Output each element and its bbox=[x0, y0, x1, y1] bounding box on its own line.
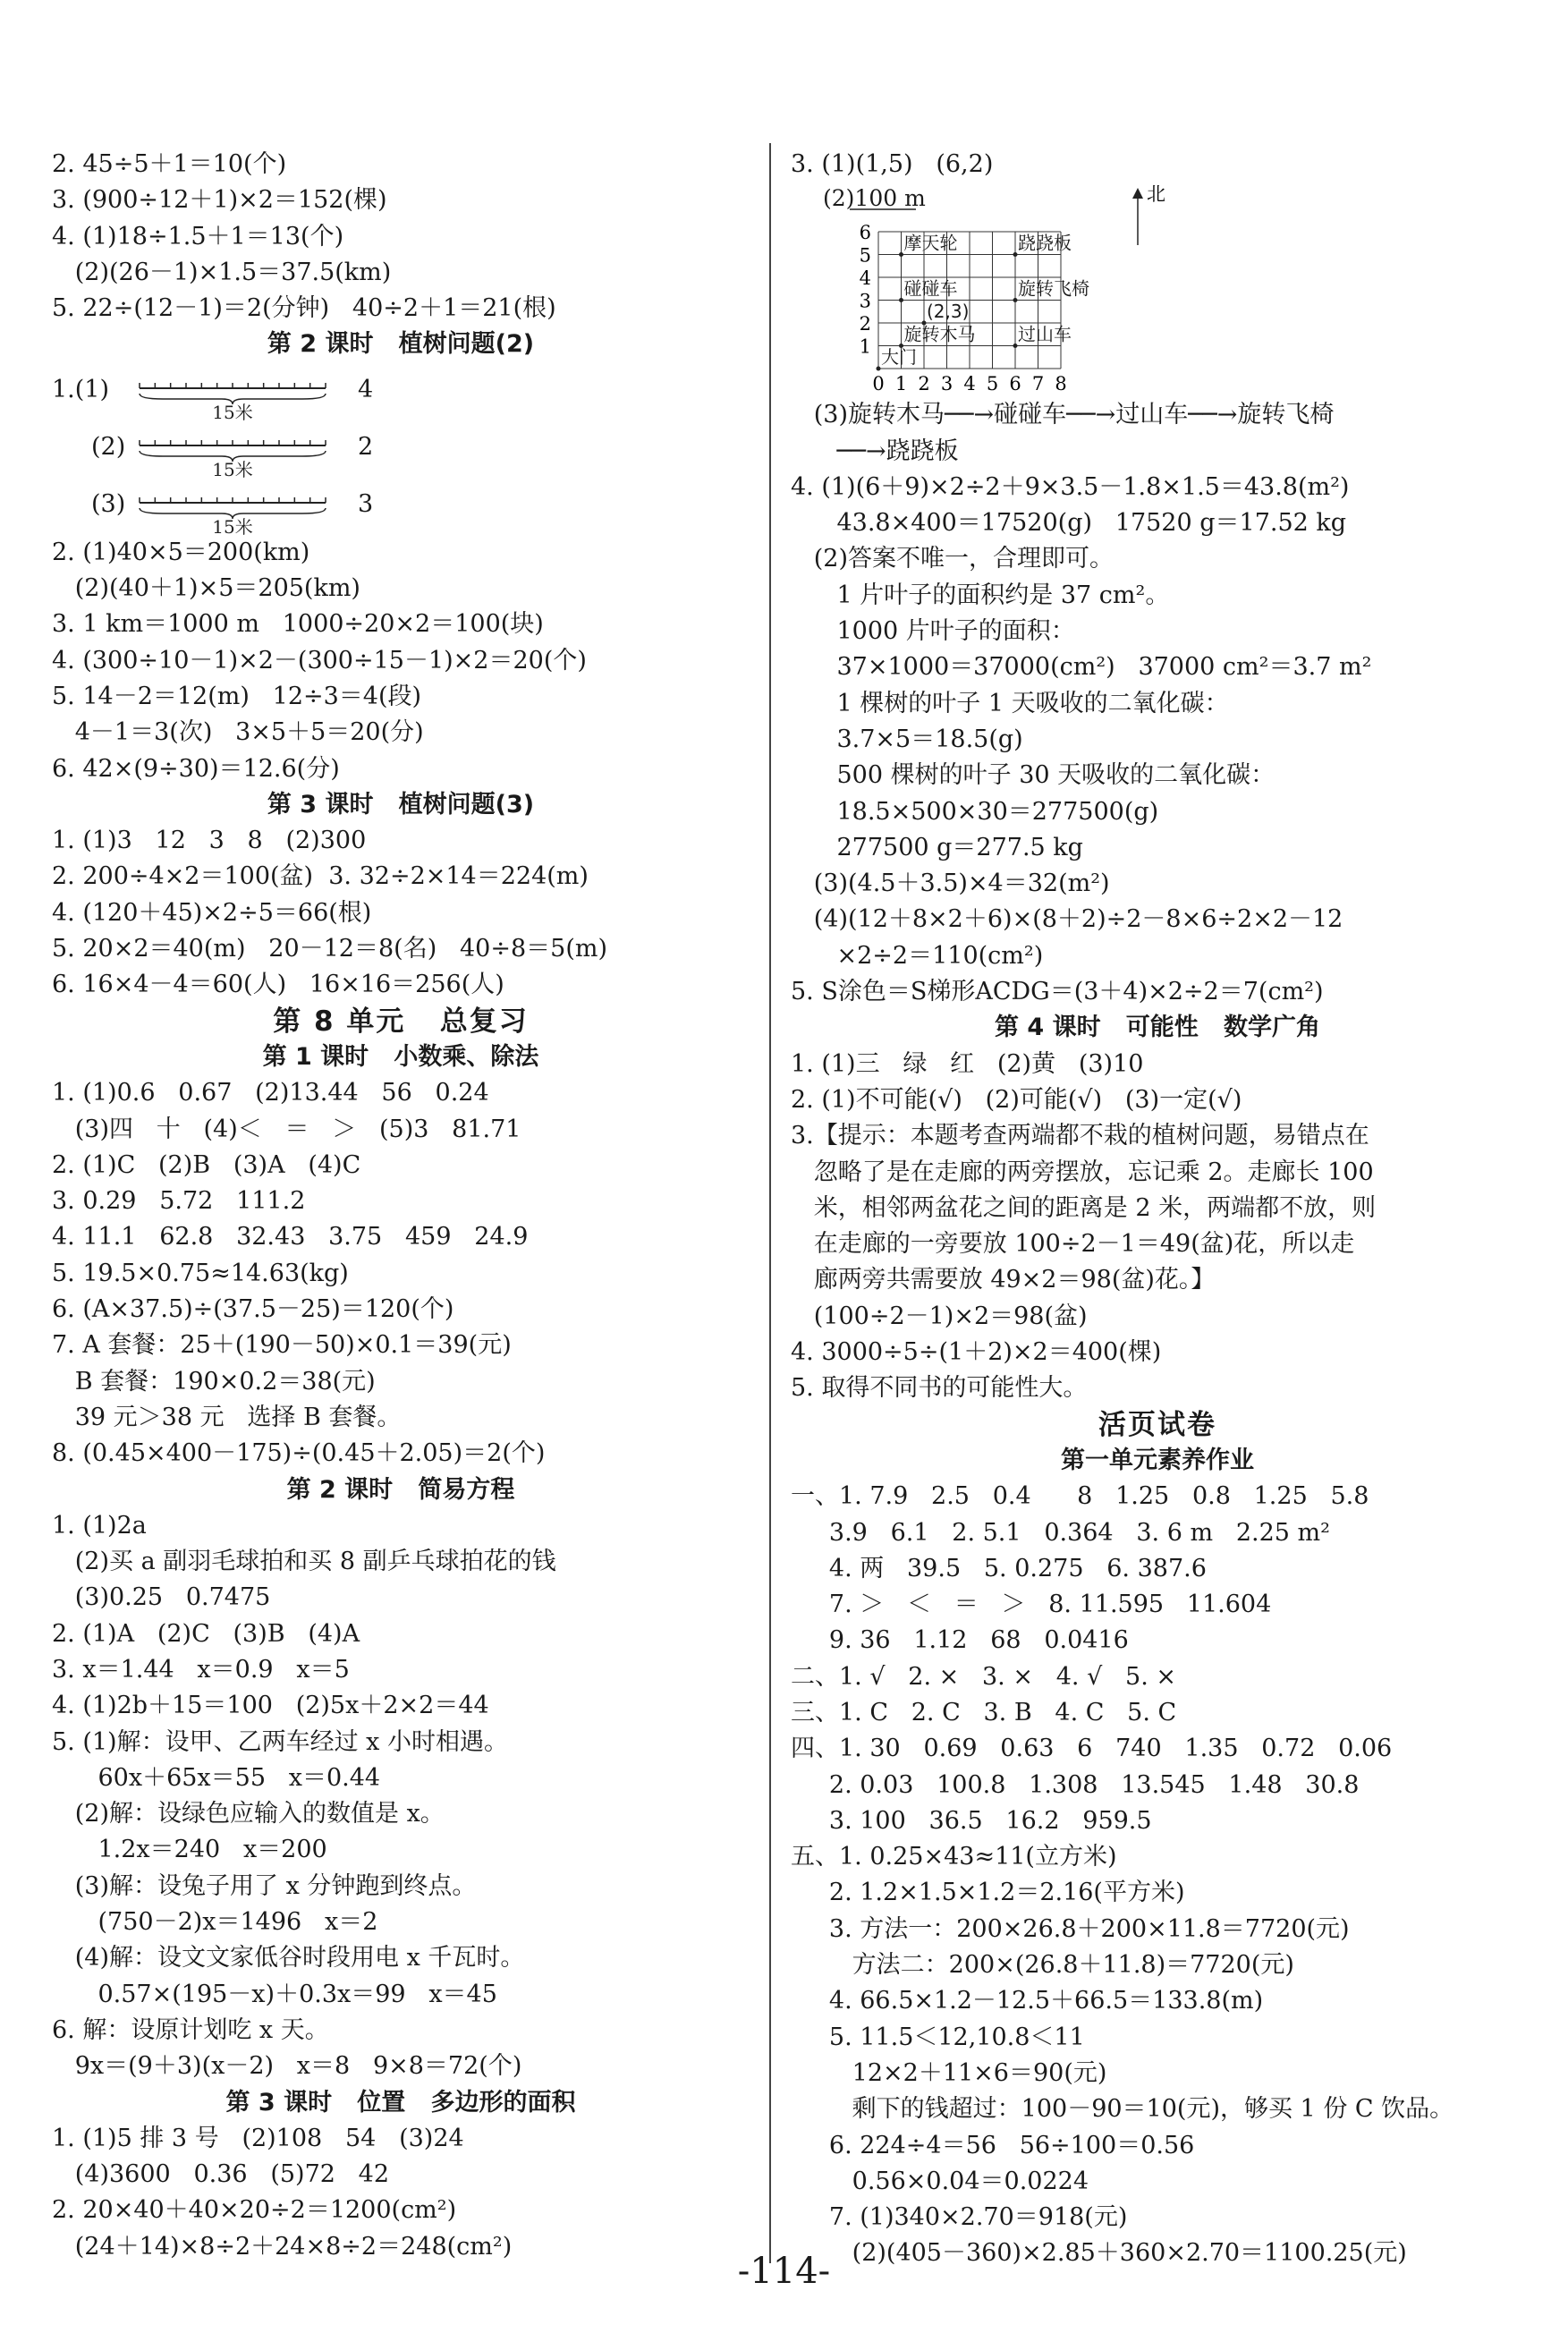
answer-line: 1. (1)5 排 3 号 (2)108 54 (3)24 bbox=[52, 2124, 464, 2152]
answer-line: 3. 1 km＝1000 m 1000÷20×2＝100(块) bbox=[52, 610, 544, 639]
answer-line: 剩下的钱超过：100－90＝10(元)，够买 1 份 C 饮品。 bbox=[791, 2095, 1454, 2124]
answer-line: 5. (1)解：设甲、乙两车经过 x 小时相遇。 bbox=[52, 1727, 508, 1756]
place-dot bbox=[1013, 298, 1018, 302]
answer-line: 9x＝(9＋3)(x－2) x＝8 9×8＝72(个) bbox=[52, 2052, 522, 2081]
answer-line: (4)解：设文文家低谷时段用电 x 千瓦时。 bbox=[52, 1944, 525, 1972]
place-label: 旋转飞椅 bbox=[1018, 277, 1089, 300]
answer-line: 4. 两 39.5 5. 0.275 6. 387.6 bbox=[791, 1554, 1207, 1582]
answer-line: 1. (1)3 12 3 8 (2)300 bbox=[52, 827, 367, 855]
answer-line: 5. 11.5＜12,10.8＜11 bbox=[791, 2023, 1085, 2051]
y-tick-label: 3 bbox=[859, 290, 871, 312]
answer-line: 三、1. C 2. C 3. B 4. C 5. C bbox=[791, 1698, 1177, 1726]
answer-line: 3.【提示：本题考查两端都不栽的植树问题，易错点在 bbox=[791, 1122, 1369, 1150]
answer-line: 3.9 6.1 2. 5.1 0.364 3. 6 m 2.25 m² bbox=[791, 1518, 1330, 1547]
answer-line: (3)0.25 0.7475 bbox=[52, 1583, 271, 1612]
unit-title: 第 8 单元 总复习 bbox=[273, 1005, 529, 1038]
answer-line: 0.57×(195－x)＋0.3x＝99 x＝45 bbox=[52, 1980, 497, 2008]
grid-map-svg bbox=[823, 182, 1199, 397]
lesson-title: 第 1 课时 小数乘、除法 bbox=[262, 1042, 539, 1071]
tree-measure-label: 15米 bbox=[212, 401, 253, 420]
answer-line: 7. (1)340×2.70＝918(元) bbox=[791, 2203, 1128, 2232]
answer-line: 3. 100 36.5 16.2 959.5 bbox=[791, 1806, 1152, 1835]
x-tick-label: 1 bbox=[894, 373, 908, 395]
answer-line: ×2÷2＝110(cm²) bbox=[791, 941, 1044, 970]
answer-line: 4. 66.5×1.2－12.5＋66.5＝133.8(m) bbox=[791, 1987, 1264, 2015]
y-tick-label: 1 bbox=[859, 335, 871, 358]
x-tick-label: 7 bbox=[1031, 373, 1045, 395]
tree-diagram-answer: 2 bbox=[358, 432, 374, 461]
test-title: 活页试卷 bbox=[1098, 1408, 1216, 1441]
y-tick-label: 4 bbox=[859, 267, 871, 290]
answer-line: 2. (1)C (2)B (3)A (4)C bbox=[52, 1150, 361, 1179]
answer-line: 四、1. 30 0.69 0.63 6 740 1.35 0.72 0.06 bbox=[791, 1735, 1393, 1763]
right-column bbox=[791, 147, 1524, 2272]
answer-line: B 套餐：190×0.2＝38(元) bbox=[52, 1367, 376, 1396]
x-tick-label: 4 bbox=[963, 373, 976, 395]
answer-line: 1. (1)0.6 0.67 (2)13.44 56 0.24 bbox=[52, 1079, 489, 1107]
answer-line: 1 棵树的叶子 1 天吸收的二氧化碳： bbox=[791, 689, 1229, 717]
answers-block bbox=[791, 397, 1524, 1010]
answer-line: 277500 g＝277.5 kg bbox=[791, 833, 1083, 861]
answer-line: 18.5×500×30＝277500(g) bbox=[791, 797, 1159, 826]
answer-line: (24＋14)×8÷2＋24×8÷2＝248(cm²) bbox=[52, 2232, 513, 2261]
answer-line: 6. 解：设原计划吃 x 天。 bbox=[52, 2015, 329, 2044]
answer-line: 12×2＋11×6＝90(元) bbox=[791, 2058, 1107, 2087]
answer-line: 2. (1)A (2)C (3)B (4)A bbox=[52, 1619, 360, 1648]
tree-diagram-answer: 4 bbox=[358, 375, 374, 403]
answer-line: 2. 200÷4×2＝100(盆) 3. 32÷2×14＝224(m) bbox=[52, 862, 589, 891]
answer-line: (3)(4.5＋3.5)×4＝32(m²) bbox=[791, 870, 1110, 898]
answer-line: 4. 11.1 62.8 32.43 3.75 459 24.9 bbox=[52, 1223, 529, 1251]
answer-line: 1000 片叶子的面积： bbox=[791, 617, 1075, 646]
test-unit-title: 第一单元素养作业 bbox=[1061, 1446, 1254, 1474]
answer-line: (4)(12＋8×2＋6)×(8＋2)÷2－8×6÷2×2－12 bbox=[791, 905, 1343, 934]
lesson-title: 第 2 课时 简易方程 bbox=[286, 1475, 515, 1504]
answer-line: 忽略了是在走廊的两旁摆放，忘记乘 2。走廊长 100 bbox=[791, 1158, 1374, 1186]
lesson-title: 第 4 课时 可能性 数学广角 bbox=[995, 1014, 1320, 1042]
place-dot bbox=[899, 252, 903, 257]
answer-line: 4－1＝3(次) 3×5＋5＝20(分) bbox=[52, 718, 424, 747]
place-label: (2,3) bbox=[927, 301, 970, 323]
answer-line: 1 片叶子的面积约是 37 cm²。 bbox=[791, 581, 1170, 609]
tree-measure-label: 15米 bbox=[212, 515, 253, 535]
place-dot bbox=[1013, 344, 1018, 348]
answers-block bbox=[52, 1508, 750, 2085]
answer-line: 3. x＝1.44 x＝0.9 x＝5 bbox=[52, 1655, 350, 1684]
answer-line: 米，相邻两盆花之间的距离是 2 米，两端都不放，则 bbox=[791, 1193, 1377, 1222]
answer-line: 一、1. 7.9 2.5 0.4 8 1.25 0.8 1.25 5.8 bbox=[791, 1482, 1369, 1511]
place-dot bbox=[899, 298, 903, 302]
answer-line: 方法二：200×(26.8＋11.8)＝7720(元) bbox=[791, 1951, 1294, 1980]
place-dot bbox=[877, 367, 881, 371]
answer-line: (100÷2－1)×2＝98(盆) bbox=[791, 1302, 1088, 1330]
lesson-title: 第 3 课时 植树问题(3) bbox=[267, 790, 535, 819]
north-label: 北 bbox=[1147, 183, 1165, 206]
tree-line-svg bbox=[136, 424, 333, 478]
answer-line: 1. (1)2a bbox=[52, 1511, 147, 1540]
answer-line: 4. (1)2b＋15＝100 (2)5x＋2×2＝44 bbox=[52, 1692, 489, 1720]
tree-diagrams bbox=[52, 363, 750, 535]
page-number: -114- bbox=[737, 2251, 831, 2292]
answer-line: 5. 14－2＝12(m) 12÷3＝4(段) bbox=[52, 682, 422, 710]
answer-line: (4)3600 0.36 (5)72 42 bbox=[52, 2160, 390, 2189]
answers-block bbox=[52, 2121, 750, 2265]
answer-line: 6. 42×(9÷30)＝12.6(分) bbox=[52, 754, 340, 783]
answer-line: (2)(26－1)×1.5＝37.5(km) bbox=[52, 258, 392, 286]
answer-line: 5. 19.5×0.75≈14.63(kg) bbox=[52, 1259, 349, 1287]
place-label: 过山车 bbox=[1018, 323, 1072, 345]
answer-line: 3. 0.29 5.72 111.2 bbox=[52, 1187, 306, 1216]
y-tick-label: 2 bbox=[859, 313, 871, 335]
answer-line: 5. S涂色＝S梯形ACDG＝(3＋4)×2÷2＝7(cm²) bbox=[791, 978, 1324, 1006]
answers-block bbox=[52, 823, 750, 1003]
answer-line: (3)旋转木马──→碰碰车──→过山车──→旋转飞椅 bbox=[791, 401, 1335, 429]
answer-line: (2)(40＋1)×5＝205(km) bbox=[52, 574, 360, 603]
answer-line: 2. (1)40×5＝200(km) bbox=[52, 538, 310, 566]
answer-line: 3.7×5＝18.5(g) bbox=[791, 725, 1023, 753]
answer-line: 37×1000＝37000(cm²) 37000 cm²＝3.7 m² bbox=[791, 653, 1372, 682]
answer-line: 2. (1)不可能(√) (2)可能(√) (3)一定(√) bbox=[791, 1085, 1242, 1114]
place-label: 大门 bbox=[881, 346, 917, 369]
answer-line: 4. (300÷10－1)×2－(300÷15－1)×2＝20(个) bbox=[52, 646, 587, 674]
x-tick-label: 5 bbox=[986, 373, 999, 395]
place-dot bbox=[1013, 252, 1018, 257]
answer-line: (2)答案不唯一，合理即可。 bbox=[791, 545, 1114, 573]
answer-line: 2. 45÷5＋1＝10(个) bbox=[52, 150, 287, 178]
answer-line: 8. (0.45×400－175)÷(0.45＋2.05)＝2(个) bbox=[52, 1439, 546, 1468]
coordinate-map bbox=[791, 182, 1524, 397]
place-label: 摩天轮 bbox=[903, 232, 958, 254]
answer-line: (3)四 十 (4)＜ ＝ ＞ (5)3 81.71 bbox=[52, 1115, 521, 1143]
x-tick-label: 8 bbox=[1055, 373, 1067, 395]
place-label: 碰碰车 bbox=[903, 277, 958, 300]
answer-line: 6. 16×4－4＝60(人) 16×16＝256(人) bbox=[52, 971, 504, 999]
answer-line: 4. 3000÷5÷(1＋2)×2＝400(棵) bbox=[791, 1338, 1162, 1367]
lesson-title: 第 3 课时 位置 多边形的面积 bbox=[225, 2088, 576, 2117]
answer-line: 5. 22÷(12－1)＝2(分钟) 40÷2＋1＝21(根) bbox=[52, 294, 556, 323]
tree-measure-label: 15米 bbox=[212, 458, 253, 478]
answer-line: 3. 方法一：200×26.8＋200×11.8＝7720(元) bbox=[791, 1914, 1350, 1943]
tree-diagram-label: (2) bbox=[91, 432, 126, 461]
answer-line: 五、1. 0.25×43≈11(立方米) bbox=[791, 1843, 1117, 1871]
answer-line: (2)买 a 副羽毛球拍和买 8 副乒乓球拍花的钱 bbox=[52, 1548, 556, 1576]
answer-line: 6. (A×37.5)÷(37.5－25)＝120(个) bbox=[52, 1295, 454, 1324]
answer-line: 4. (1)18÷1.5＋1＝13(个) bbox=[52, 222, 344, 250]
answer-line: (2)(405－360)×2.85＋360×2.70＝1100.25(元) bbox=[791, 2239, 1407, 2268]
tree-diagram-label: 1.(1) bbox=[52, 375, 110, 403]
answer-line: 4. (120＋45)×2÷5＝66(根) bbox=[52, 898, 372, 927]
answer-line: 9. 36 1.12 68 0.0416 bbox=[791, 1626, 1129, 1655]
answer-line: 3. (1)(1,5) (6,2) bbox=[791, 150, 994, 178]
answer-line: 60x＋65x＝55 x＝0.44 bbox=[52, 1763, 381, 1792]
y-tick-label: 5 bbox=[859, 244, 871, 267]
answers-block bbox=[791, 147, 1524, 182]
answers-block bbox=[52, 535, 750, 787]
north-arrowhead bbox=[1132, 188, 1143, 199]
answer-line: (2)解：设绿色应输入的数值是 x。 bbox=[52, 1800, 445, 1828]
lesson-title: 第 2 课时 植树问题(2) bbox=[267, 330, 535, 359]
answer-line: 二、1. √ 2. × 3. × 4. √ 5. × bbox=[791, 1662, 1176, 1691]
x-tick-label: 3 bbox=[940, 373, 954, 395]
answer-line: 5. 取得不同书的可能性大。 bbox=[791, 1374, 1088, 1403]
answer-line: 4. (1)(6＋9)×2÷2＋9×3.5－1.8×1.5＝43.8(m²) bbox=[791, 472, 1350, 501]
answer-line: 3. (900÷12＋1)×2＝152(棵) bbox=[52, 186, 387, 215]
answer-line: 廊两旁共需要放 49×2＝98(盆)花。】 bbox=[791, 1266, 1216, 1294]
answers-block bbox=[791, 1479, 1524, 2272]
answer-line: 5. 20×2＝40(m) 20－12＝8(名) 40÷8＝5(m) bbox=[52, 935, 607, 963]
left-column bbox=[52, 147, 750, 2265]
tree-line-svg bbox=[136, 481, 333, 535]
answer-line: 39 元＞38 元 选择 B 套餐。 bbox=[52, 1403, 402, 1431]
answers-block bbox=[52, 1075, 750, 1472]
tree-diagram-answer: 3 bbox=[358, 489, 374, 518]
tree-diagram bbox=[52, 478, 750, 535]
answer-line: 1. (1)三 绿 红 (2)黄 (3)10 bbox=[791, 1049, 1144, 1078]
x-tick-label: 6 bbox=[1009, 373, 1021, 395]
answer-line: 7. A 套餐：25＋(190－50)×0.1＝39(元) bbox=[52, 1331, 512, 1360]
answers-block bbox=[791, 1047, 1524, 1407]
answer-line: 在走廊的一旁要放 100÷2－1＝49(盆)花，所以走 bbox=[791, 1230, 1355, 1259]
answer-line: 2. 1.2×1.5×1.2＝2.16(平方米) bbox=[791, 1879, 1185, 1907]
tree-line-svg bbox=[136, 367, 333, 420]
answer-line: 500 棵树的叶子 30 天吸收的二氧化碳： bbox=[791, 761, 1276, 790]
answer-line: (3)解：设兔子用了 x 分钟跑到终点。 bbox=[52, 1871, 477, 1900]
y-tick-label: 6 bbox=[859, 222, 871, 244]
answers-block bbox=[52, 147, 750, 327]
column-divider bbox=[769, 143, 771, 2263]
tree-diagram bbox=[52, 420, 750, 478]
place-label: 旋转木马 bbox=[903, 323, 976, 345]
answer-line: 0.56×0.04＝0.0224 bbox=[791, 2167, 1089, 2195]
place-label: 跷跷板 bbox=[1018, 232, 1072, 254]
answer-line: 2. 20×40＋40×20÷2＝1200(cm²) bbox=[52, 2196, 457, 2225]
answer-line: ──→跷跷板 bbox=[791, 437, 959, 465]
x-tick-label: 2 bbox=[918, 373, 930, 395]
tree-diagram-label: (3) bbox=[91, 489, 126, 518]
answer-line: (750－2)x＝1496 x＝2 bbox=[52, 1908, 378, 1937]
answer-line: 2. 0.03 100.8 1.308 13.545 1.48 30.8 bbox=[791, 1770, 1360, 1799]
tree-diagram bbox=[52, 363, 750, 420]
x-tick-label: 0 bbox=[872, 373, 885, 395]
scale-label: (2)100 m bbox=[823, 185, 926, 212]
answer-line: 43.8×400＝17520(g) 17520 g＝17.52 kg bbox=[791, 509, 1347, 538]
answer-line: 6. 224÷4＝56 56÷100＝0.56 bbox=[791, 2131, 1195, 2159]
answer-line: 7. ＞ ＜ ＝ ＞ 8. 11.595 11.604 bbox=[791, 1591, 1272, 1619]
answer-line: 1.2x＝240 x＝200 bbox=[52, 1836, 327, 1864]
